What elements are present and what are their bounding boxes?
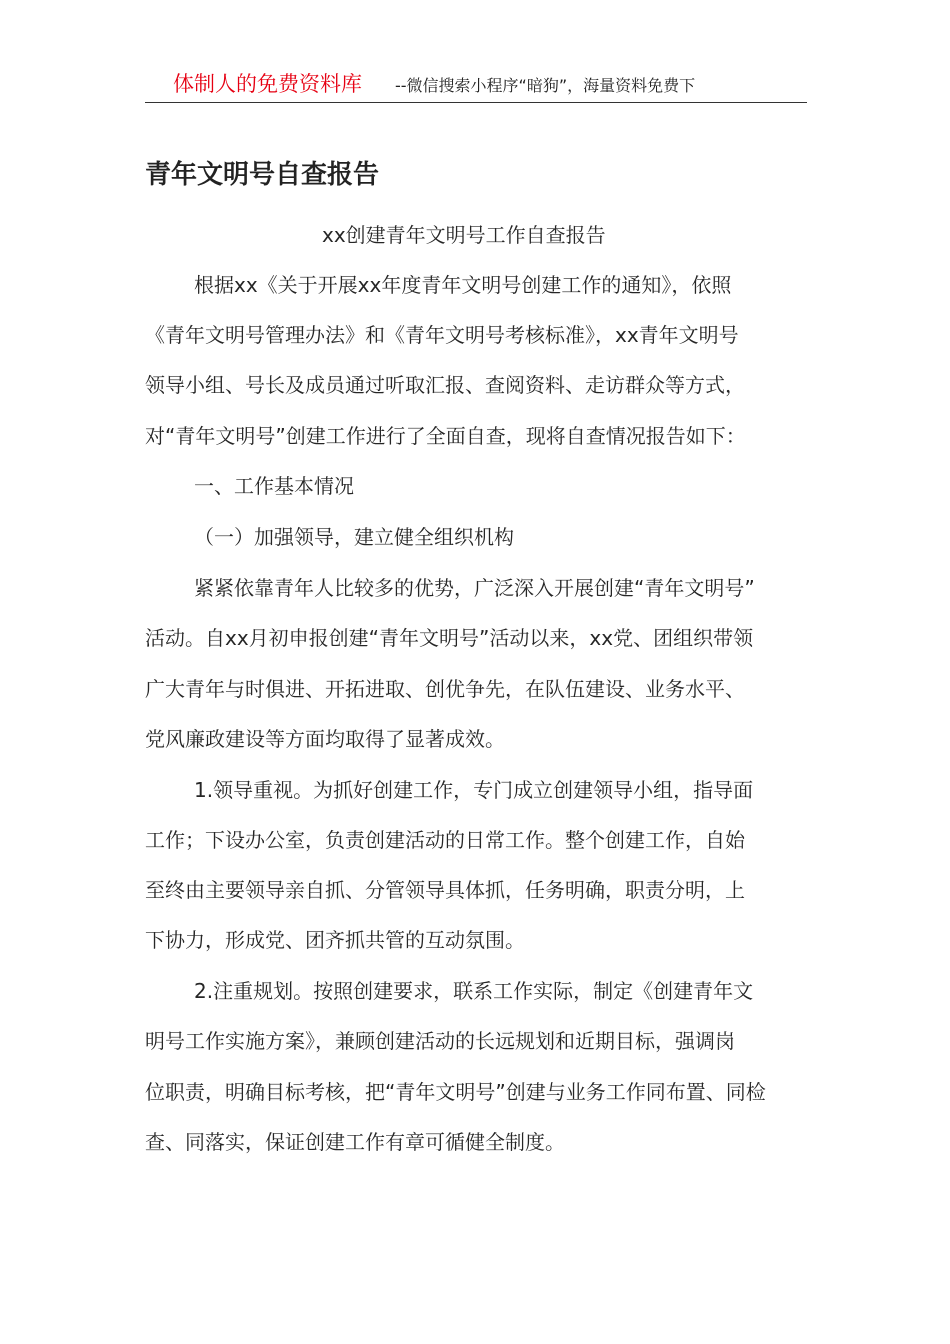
paragraph-line: 对“青年文明号”创建工作进行了全面自查，现将自查情况报告如下：: [145, 424, 746, 448]
subsection-heading: （一）加强领导，建立健全组织机构: [194, 525, 514, 549]
paragraph-line: 《青年文明号管理办法》和《青年文明号考核标准》，xx青年文明号: [145, 323, 739, 347]
paragraph-line: 查、同落实，保证创建工作有章可循健全制度。: [145, 1130, 565, 1154]
section-heading: 一、工作基本情况: [194, 474, 354, 498]
paragraph-line: 根据xx《关于开展xx年度青年文明号创建工作的通知》，依照: [194, 273, 732, 297]
paragraph-line: 紧紧依靠青年人比较多的优势，广泛深入开展创建“青年文明号”: [194, 576, 755, 600]
paragraph-line: 明号工作实施方案》，兼顾创建活动的长远规划和近期目标，强调岗: [145, 1029, 735, 1053]
header-slogan: --微信搜索小程序“暗狗”，海量资料免费下: [395, 76, 696, 95]
paragraph-line: 2.注重规划。按照创建要求，联系工作实际，制定《创建青年文: [194, 979, 754, 1003]
header-brand: 体制人的免费资料库: [173, 72, 362, 96]
paragraph-line: 广大青年与时俱进、开拓进取、创优争先，在队伍建设、业务水平、: [145, 677, 745, 701]
paragraph-line: 活动。自xx月初申报创建“青年文明号”活动以来，xx党、团组织带领: [145, 626, 754, 650]
paragraph-line: 领导小组、号长及成员通过听取汇报、查阅资料、走访群众等方式，: [145, 373, 745, 397]
paragraph-line: 党风廉政建设等方面均取得了显著成效。: [145, 727, 505, 751]
document-title: 青年文明号自查报告: [145, 160, 380, 190]
page-header: [145, 70, 807, 103]
paragraph-line: 工作；下设办公室，负责创建活动的日常工作。整个创建工作，自始: [145, 828, 745, 852]
paragraph-line: 下协力，形成党、团齐抓共管的互动氛围。: [145, 928, 525, 952]
paragraph-line: 至终由主要领导亲自抓、分管领导具体抓，任务明确，职责分明，上: [145, 878, 745, 902]
paragraph-line: 1.领导重视。为抓好创建工作，专门成立创建领导小组，指导面: [194, 778, 754, 802]
document-subtitle: xx创建青年文明号工作自查报告: [322, 223, 606, 247]
paragraph-line: 位职责，明确目标考核，把“青年文明号”创建与业务工作同布置、同检: [145, 1080, 766, 1104]
